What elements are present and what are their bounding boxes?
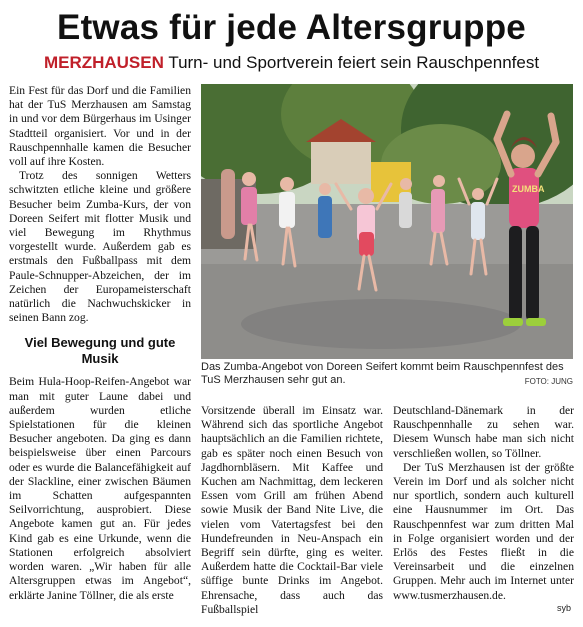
- shirt-text: ZUMBA: [512, 184, 545, 194]
- column-3: [393, 404, 574, 603]
- kicker-place: MERZHAUSEN: [43, 53, 164, 72]
- author-signature: syb: [556, 603, 571, 613]
- paragraph-intro: Ein Fest für das Dorf und die Familien hat der TuS Merzhausen am Samstag in und vor dem Bürgerhaus im Usinger Stadtteil organisiert. Vor und in der Rauschpennhalle kamen die Besucher voll auf ihre Kosten.: [9, 84, 191, 169]
- column-2: [201, 404, 383, 617]
- headline: Etwas für jede Altersgruppe: [57, 8, 526, 47]
- paragraph-football: Deutschland-Dänemark in der Rauschpennhalle zu sehen war. Diesem Wunsch habe man sich nicht verschließen wollen, so Töllner.: [393, 404, 574, 460]
- paragraph-zumba: Trotz des sonnigen Wetters schwitzten etliche kleine und größere Besucher beim Zumba-Kurs, der von Doreen Seifert mit flotter Musik und viel Bewegung im Rhythmus vorgestellt wurde. Außerdem gab es erstmals den Fußballpass mit dem Paule-Schnupper-Abzeichen, der im Zeichen der Europameisterschaft natürlich die Nachwuchskicker in seinen Bann zog.: [9, 169, 191, 325]
- photo-caption: Das Zumba-Angebot von Doreen Seifert kommt beim Rauschpennfest des TuS Merzhausen sehr gut an.: [201, 361, 564, 386]
- photo-credit: FOTO: JUNG: [524, 377, 573, 386]
- zumba-photo: [201, 84, 573, 359]
- kicker-text: Turn- und Sportverein feiert sein Rauschpennfest: [168, 53, 540, 72]
- kicker-line: [0, 53, 583, 73]
- subheading: Viel Bewegung und gute Musik: [24, 335, 176, 367]
- column-1: [9, 84, 191, 603]
- paragraph-club: Der TuS Merzhausen ist der größte Verein im Dorf und als solcher nicht nur sportlich, sondern auch kulturell eine Hausnummer im Ort. Das Rauschpennfest war zum dritten Mal in Folge organisiert worden und der Erlös des Festes fließt in die Vereinsarbeit und die einzelnen Gruppen. Mehr auch im Internet unter www.tusmerzhausen.de.: [393, 460, 574, 602]
- paragraph-hula-hoop: Beim Hula-Hoop-Reifen-Angebot war man mit guter Laune dabei und außerdem wurden etliche Spielstationen für die kleinen Besucher angeboten. Da ging es dann beispielsweise über einen Parcours oder es wurde die Balancefähigkeit auf der Slackline, einer zwischen Bäumen im Schatten aufgespannten Seilvorrichtung, ausprobiert. Diese Angebote kamen gut an. Für jedes Kind gab es eine Urkunde, wenn die Stationen erfolgreich absolviert worden waren. „Wir haben für alle Altersgruppen etwas im Angebot“, erklärte Janine Töllner, die als erste: [9, 375, 191, 602]
- paragraph-program: Vorsitzende überall im Einsatz war. Während sich das sportliche Angebot hauptsächlich an die Familien richtete, gab es später noch einen Besuch von Jagdhornbläsern. Mit Kaffee und Kuchen am Nachmittag, dem leckeren Essen vom Grill am frühen Abend sowie Musik der Band Nite Live, die vielen vom Vatertagsfest bei den Hundefreunden in Neu-Anspach ein Begriff sein dürfte, ging es weiter. Außerdem hatte die Cocktail-Bar viele süffige bunte Drinks im Angebot. Ehrensache, dass auch das Fußballspiel: [201, 404, 383, 616]
